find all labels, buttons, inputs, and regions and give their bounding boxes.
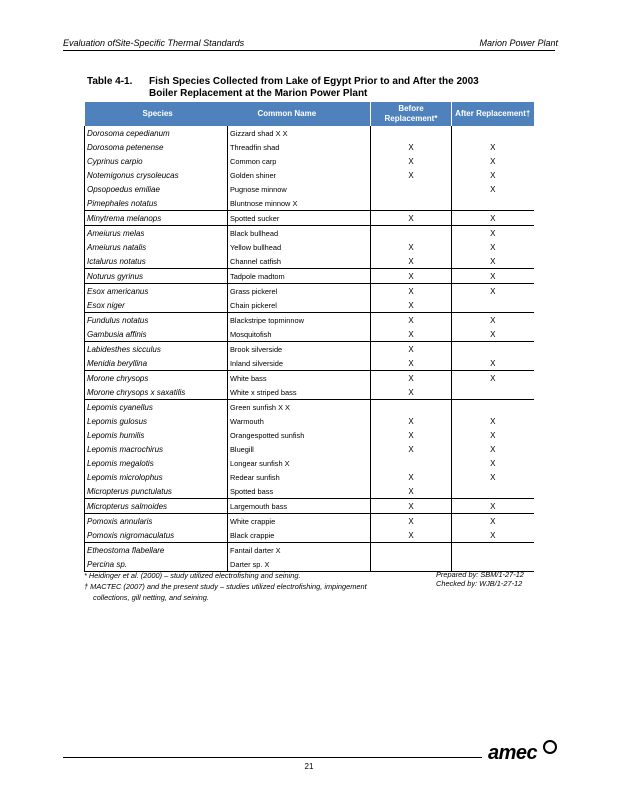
table-row [85,342,534,357]
after-cell [452,385,534,400]
common-name-cell: Spotted bass [228,484,371,499]
after-cell: X [452,499,534,514]
before-cell: X [371,342,452,357]
species-cell: Cyprinus carpio [85,154,228,168]
species-cell: Etheostoma flabellare [85,543,228,558]
common-name-cell: White x striped bass [228,385,371,400]
table-row [85,470,534,484]
table-row [85,313,534,328]
species-cell: Lepomis gulosus [85,414,228,428]
after-cell [452,400,534,415]
common-name-cell: Grass pickerel [228,284,371,299]
table-body [85,126,534,572]
table-row [85,211,534,226]
common-name-cell: White bass [228,371,371,386]
common-name-cell: Channel catfish [228,254,371,269]
after-cell: X [452,211,534,226]
table-row [85,182,534,196]
species-cell: Micropterus salmoides [85,499,228,514]
prepared-block [436,570,536,588]
common-name-cell: Fantail darter X [228,543,371,558]
common-name-cell: Longear sunfish X [228,456,371,470]
common-name-cell: Warmouth [228,414,371,428]
before-cell [371,182,452,196]
before-cell: X [371,442,452,456]
header-right: Marion Power Plant [479,38,558,48]
after-cell: X [452,254,534,269]
table-row [85,414,534,428]
common-name-cell: Mosquitofish [228,327,371,342]
before-cell: X [371,371,452,386]
before-cell: X [371,470,452,484]
before-cell: X [371,168,452,182]
species-cell: Pomoxis annularis [85,514,228,529]
after-cell: X [452,226,534,241]
table-row [85,196,534,211]
table-row [85,298,534,313]
common-name-cell: Bluegill [228,442,371,456]
before-cell: X [371,385,452,400]
page-number: 21 [304,762,314,771]
species-cell: Pomoxis nigromaculatus [85,528,228,543]
species-cell: Dorosoma cepedianum [85,126,228,140]
footer-rule [63,757,482,758]
table-row [85,226,534,241]
after-cell: X [452,371,534,386]
species-cell: Lepomis megalotis [85,456,228,470]
table-row [85,356,534,371]
before-cell [371,196,452,211]
common-name-cell: Orangespotted sunfish [228,428,371,442]
common-name-cell: Tadpole madtom [228,269,371,284]
before-cell: X [371,356,452,371]
after-cell: X [452,313,534,328]
before-cell: X [371,240,452,254]
species-cell: Esox niger [85,298,228,313]
common-name-cell: Brook silverside [228,342,371,357]
species-cell: Lepomis cyanellus [85,400,228,415]
table-row [85,543,534,558]
common-name-cell: Black bullhead [228,226,371,241]
before-cell: X [371,140,452,154]
after-cell [452,342,534,357]
species-cell: Ameiurus natalis [85,240,228,254]
footnote-2: † MACTEC (2007) and the present study – studies utilized electrofishing, impingement collections, gill netting, and seining. [84,582,367,602]
table-row [85,140,534,154]
before-cell: X [371,428,452,442]
species-cell: Opsopoedus emiliae [85,182,228,196]
after-cell: X [452,182,534,196]
common-name-cell: Largemouth bass [228,499,371,514]
common-name-cell: White crappie [228,514,371,529]
common-name-cell: Chain pickerel [228,298,371,313]
common-name-cell: Common carp [228,154,371,168]
table-row [85,254,534,269]
after-cell [452,543,534,558]
caption-text-1: Fish Species Collected from Lake of Egypt Prior to and After the 2003 [149,76,479,87]
before-cell [371,543,452,558]
running-header [63,38,558,48]
table-row [85,240,534,254]
species-cell: Noturus gyrinus [85,269,228,284]
before-cell [371,400,452,415]
table-caption [87,76,537,100]
amec-logo [488,742,537,765]
after-cell: X [452,414,534,428]
before-cell: X [371,414,452,428]
prepared-by: Prepared by: SBM/1-27-12 [436,570,524,579]
caption-line-2: Boiler Replacement at the Marion Power Plant [149,88,368,99]
common-name-cell: Darter sp. X [228,557,371,572]
before-cell: X [371,528,452,543]
common-name-cell: Bluntnose minnow X [228,196,371,211]
species-cell: Dorosoma petenense [85,140,228,154]
before-cell: X [371,327,452,342]
after-cell: X [452,154,534,168]
common-name-cell: Green sunfish X X [228,400,371,415]
table-row [85,442,534,456]
species-cell: Labidesthes sicculus [85,342,228,357]
species-cell: Lepomis macrochirus [85,442,228,456]
table-row [85,371,534,386]
common-name-cell: Inland silverside [228,356,371,371]
species-cell: Gambusia affinis [85,327,228,342]
after-cell: X [452,168,534,182]
table-row [85,269,534,284]
table-row [85,400,534,415]
species-cell: Lepomis humilis [85,428,228,442]
table-row [85,327,534,342]
table-number: Table 4-1. [87,76,133,87]
after-cell: X [452,240,534,254]
after-cell [452,126,534,140]
after-cell: X [452,269,534,284]
species-cell: Pimephales notatus [85,196,228,211]
common-name-cell: Spotted sucker [228,211,371,226]
caption-line-1 [87,76,537,88]
table-row [85,284,534,299]
common-name-cell: Black crappie [228,528,371,543]
col-after: After Replacement† [452,102,534,126]
table-row [85,126,534,140]
species-cell: Fundulus notatus [85,313,228,328]
species-table [84,102,534,572]
species-cell: Menidia beryllina [85,356,228,371]
table-row [85,154,534,168]
after-cell: X [452,528,534,543]
common-name-cell: Golden shiner [228,168,371,182]
before-cell: X [371,484,452,499]
after-cell: X [452,356,534,371]
col-common-name: Common Name [228,102,371,126]
before-cell [371,456,452,470]
after-cell: X [452,284,534,299]
before-cell: X [371,514,452,529]
before-cell: X [371,298,452,313]
species-cell: Morone chrysops [85,371,228,386]
header-rule [63,50,555,51]
table-row [85,456,534,470]
logo-ring-icon [543,740,557,754]
after-cell: X [452,327,534,342]
table-row [85,499,534,514]
before-cell: X [371,154,452,168]
before-cell [371,126,452,140]
after-cell: X [452,514,534,529]
before-cell: X [371,211,452,226]
species-cell: Ictalurus notatus [85,254,228,269]
table-row [85,528,534,543]
after-cell: X [452,140,534,154]
after-cell: X [452,470,534,484]
species-cell: Minytrema melanops [85,211,228,226]
table-row [85,514,534,529]
footnote-1: * Heidinger et al. (2000) – study utilized electrofishing and seining. [84,571,301,580]
after-cell [452,484,534,499]
after-cell [452,298,534,313]
logo-text: amec [488,742,538,764]
species-cell: Lepomis microlophus [85,470,228,484]
table-row [85,428,534,442]
common-name-cell: Gizzard shad X X [228,126,371,140]
before-cell: X [371,254,452,269]
common-name-cell: Pugnose minnow [228,182,371,196]
before-cell: X [371,269,452,284]
common-name-cell: Threadfin shad [228,140,371,154]
species-cell: Micropterus punctulatus [85,484,228,499]
after-cell [452,196,534,211]
common-name-cell: Blackstripe topminnow [228,313,371,328]
table-row [85,168,534,182]
after-cell: X [452,442,534,456]
col-species: Species [85,102,228,126]
table-row [85,484,534,499]
species-cell: Notemigonus crysoleucas [85,168,228,182]
col-before: Before Replacement* [371,102,452,126]
table-header-row [85,102,534,126]
before-cell [371,226,452,241]
table-row [85,385,534,400]
common-name-cell: Yellow bullhead [228,240,371,254]
header-left: Evaluation ofSite-Specific Thermal Standards [63,38,245,48]
species-cell: Ameiurus melas [85,226,228,241]
footnotes [84,570,384,603]
species-cell: Percina sp. [85,557,228,572]
after-cell: X [452,428,534,442]
common-name-cell: Redear sunfish [228,470,371,484]
species-cell: Esox americanus [85,284,228,299]
checked-by: Checked by: WJB/1-27-12 [436,579,523,588]
after-cell: X [452,456,534,470]
species-cell: Morone chrysops x saxatilis [85,385,228,400]
before-cell: X [371,499,452,514]
before-cell: X [371,284,452,299]
before-cell: X [371,313,452,328]
